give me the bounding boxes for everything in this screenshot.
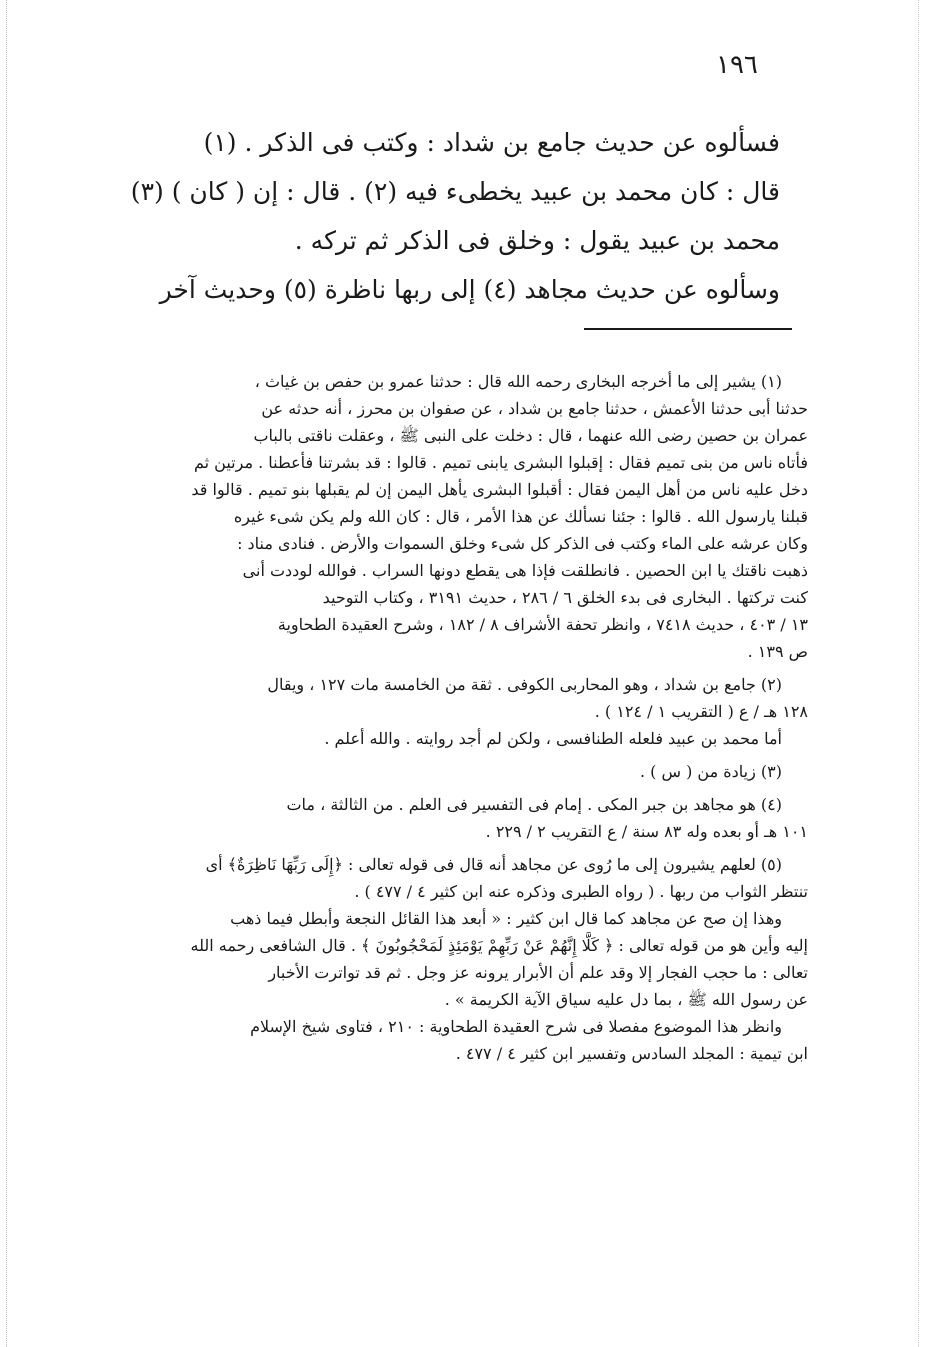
footnote-separator: [584, 328, 792, 330]
footnote-line: عن رسول الله ﷺ ، بما دل عليه سياق الآية الكريمة » .: [444, 990, 808, 1009]
main-line: قال : كان محمد بن عبيد يخطىء فيه (٢) . قال : إن ( كان ) (٣): [130, 177, 780, 206]
footnote-line: وانظر هذا الموضوع مفصلا فى شرح العقيدة الطحاوية : ٢١٠ ، فتاوى شيخ الإسلام: [250, 1017, 782, 1036]
footnote-line: (١) يشير إلى ما أخرجه البخارى رحمه الله قال : حدثنا عمرو بن حفص بن غياث ،: [254, 372, 782, 391]
footnote-line: تعالى : ما حجب الفجار إلا وقد علم أن الأبرار يرونه عز وجل . ثم قد تواترت الأخبار: [268, 963, 808, 982]
footnote-line: ص ١٣٩ .: [747, 642, 808, 661]
footnote-line: ابن تيمية : المجلد السادس وتفسير ابن كثير ٤ / ٤٧٧ .: [455, 1044, 808, 1063]
footnote-line: (٢) جامع بن شداد ، وهو المحاربى الكوفى . ثقة من الخامسة مات ١٢٧ ، ويقال: [267, 675, 782, 694]
footnote-line: ١٠١ هـ أو بعده وله ٨٣ سنة / ع التقريب ٢ / ٢٢٩ .: [485, 822, 808, 841]
footnote-line: وكان عرشه على الماء وكتب فى الذكر كل شىء وخلق السموات والأرض . فنادى مناد :: [237, 534, 808, 553]
scan-margin-left: [6, 0, 7, 1347]
footnote-line: قبلنا يارسول الله . قالوا : جئنا نسألك عن هذا الأمر ، قال : كان الله ولم يكن شىء غيره: [233, 507, 808, 526]
footnote-line: ذهبت ناقتك يا ابن الحصين . فانطلقت فإذا هى يقطع دونها السراب . فوالله لوددت أنى: [242, 561, 808, 580]
footnote-line: فأتاه ناس من بنى تميم فقال : إقبلوا البشرى يابنى تميم . قالوا : قد بشرتنا فأعطنا . مرتين ثم: [193, 453, 808, 472]
footnote-4: [90, 791, 808, 845]
main-line: محمد بن عبيد يقول : وخلق فى الذكر ثم تركه .: [294, 226, 780, 255]
main-line: فسألوه عن حديث جامع بن شداد : وكتب فى الذكر . (١): [203, 128, 780, 157]
main-text: [100, 118, 780, 314]
scan-margin-right: [918, 0, 919, 1347]
footnote-5: [90, 851, 808, 1067]
footnote-line: (٤) هو مجاهد بن جبر المكى . إمام فى التفسير فى العلم . من الثالثة ، مات: [286, 795, 782, 814]
footnote-line: إليه وأين هو من قوله تعالى : ﴿ كَلَّا إِنَّهُمْ عَنْ رَبِّهِمْ يَوْمَئِذٍ لَمَحْجُوبُونَ ﴾ . قال الشافعى رحمه الله: [190, 936, 808, 955]
footnote-line: (٥) لعلهم يشيرون إلى ما رُوى عن مجاهد أنه قال فى قوله تعالى : ﴿إِلَى رَبِّهَا نَاظِرَةٌ﴾ أى: [205, 855, 782, 874]
footnote-line: (٣) زيادة من ( س ) .: [639, 762, 782, 781]
footnote-line: ١٢٨ هـ / ع ( التقريب ١ / ١٢٤ ) .: [594, 702, 808, 721]
footnote-line: ١٣ / ٤٠٣ ، حديث ٧٤١٨ ، وانظر تحفة الأشراف ٨ / ١٨٢ ، وشرح العقيدة الطحاوية: [277, 615, 808, 634]
footnote-3: [90, 758, 808, 785]
page-number: ١٩٦: [716, 50, 758, 80]
footnote-line: تنتظر الثواب من ربها . ( رواه الطبرى وذكره عنه ابن كثير ٤ / ٤٧٧ ) .: [354, 882, 808, 901]
footnote-line: وهذا إن صح عن مجاهد كما قال ابن كثير : « أبعد هذا القائل النجعة وأبطل فيما ذهب: [230, 909, 782, 928]
main-line: وسألوه عن حديث مجاهد (٤) إلى ربها ناظرة (٥) وحديث آخر: [159, 275, 780, 304]
footnote-2: [90, 671, 808, 752]
footnote-line: عمران بن حصين رضى الله عنهما ، قال : دخلت على النبى ﷺ ، وعقلت ناقتى بالباب: [253, 426, 808, 445]
footnote-line: كنت تركتها . البخارى فى بدء الخلق ٦ / ٢٨٦ ، حديث ٣١٩١ ، وكتاب التوحيد: [322, 588, 808, 607]
footnote-1: [90, 368, 808, 665]
footnotes: [90, 368, 808, 1073]
footnote-line: دخل عليه ناس من أهل اليمن فقال : أقبلوا البشرى يأهل اليمن إن لم يقبلها بنو تميم . قالوا قد: [191, 480, 808, 499]
footnote-line: أما محمد بن عبيد فلعله الطنافسى ، ولكن لم أجد روايته . والله أعلم .: [324, 729, 782, 748]
footnote-line: حدثنا أبى حدثنا الأعمش ، حدثنا جامع بن شداد ، عن صفوان بن محرز ، أنه حدثه عن: [261, 399, 808, 418]
